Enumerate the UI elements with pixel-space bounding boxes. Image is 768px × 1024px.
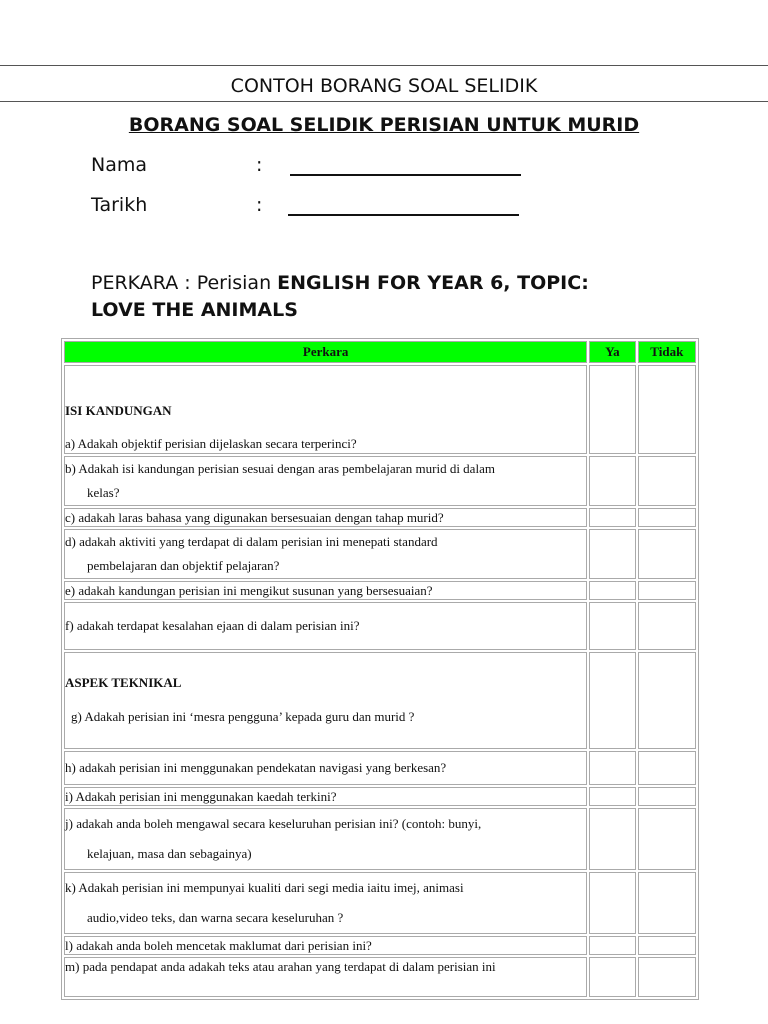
perkara-heading (91, 272, 589, 294)
question-m: m) pada pendapat anda adakah teks atau arahan yang terdapat di dalam perisian ini (64, 957, 587, 997)
tidak-checkbox-i[interactable] (638, 787, 696, 806)
question-j-cell (64, 808, 587, 870)
question-l: l) adakah anda boleh mencetak maklumat dari perisian ini? (64, 936, 587, 955)
question-k-line2: audio,video teks, dan warna secara keseluruhan ? (87, 910, 344, 925)
ya-checkbox-f[interactable] (589, 602, 635, 650)
table-row (64, 602, 696, 650)
questionnaire-table (61, 338, 699, 1000)
nama-field[interactable] (290, 174, 521, 176)
question-g: g) Adakah perisian ini ‘mesra pengguna’ kepada guru dan murid ? (71, 709, 415, 724)
table-row (64, 508, 696, 527)
ya-checkbox-e[interactable] (589, 581, 635, 600)
tidak-checkbox-g[interactable] (638, 652, 696, 749)
table-row (64, 529, 696, 579)
ya-checkbox-g[interactable] (589, 652, 635, 749)
question-b-line2: kelas? (87, 485, 120, 500)
header-tidak: Tidak (638, 341, 696, 363)
question-d-cell (64, 529, 587, 579)
ya-checkbox-j[interactable] (589, 808, 635, 870)
question-h: h) adakah perisian ini menggunakan pendekatan navigasi yang berkesan? (64, 751, 587, 785)
tidak-checkbox-b[interactable] (638, 456, 696, 506)
section-aspek-teknikal: ASPEK TEKNIKAL (65, 675, 182, 690)
ya-checkbox-c[interactable] (589, 508, 635, 527)
title-rule (0, 101, 768, 102)
table-row (64, 808, 696, 870)
ya-checkbox-b[interactable] (589, 456, 635, 506)
question-b-line1: b) Adakah isi kandungan perisian sesuai dengan aras pembelajaran murid di dalam (65, 461, 495, 476)
tidak-checkbox-k[interactable] (638, 872, 696, 934)
table-row (64, 365, 696, 454)
table-row (64, 751, 696, 785)
question-g-cell (64, 652, 587, 749)
table-row (64, 936, 696, 955)
tidak-checkbox-e[interactable] (638, 581, 696, 600)
question-e: e) adakah kandungan perisian ini mengikut susunan yang bersesuaian? (64, 581, 587, 600)
question-j-line1: j) adakah anda boleh mengawal secara keseluruhan perisian ini? (contoh: bunyi, (65, 816, 482, 831)
nama-label: Nama (91, 154, 148, 176)
table-row (64, 957, 696, 997)
section-isi-kandungan: ISI KANDUNGAN (65, 403, 172, 418)
ya-checkbox-h[interactable] (589, 751, 635, 785)
question-a-cell (64, 365, 587, 454)
tarikh-colon: : (256, 194, 263, 216)
form-title: BORANG SOAL SELIDIK PERISIAN UNTUK MURID (128, 114, 640, 136)
document-title: CONTOH BORANG SOAL SELIDIK (230, 75, 538, 97)
table-row (64, 456, 696, 506)
ya-checkbox-m[interactable] (589, 957, 635, 997)
tidak-checkbox-c[interactable] (638, 508, 696, 527)
table-row (64, 652, 696, 749)
tidak-checkbox-h[interactable] (638, 751, 696, 785)
question-c: c) adakah laras bahasa yang digunakan bersesuaian dengan tahap murid? (64, 508, 587, 527)
ya-checkbox-l[interactable] (589, 936, 635, 955)
tarikh-label: Tarikh (91, 194, 148, 216)
table-row (64, 581, 696, 600)
question-b-cell (64, 456, 587, 506)
tidak-checkbox-d[interactable] (638, 529, 696, 579)
ya-checkbox-k[interactable] (589, 872, 635, 934)
tidak-checkbox-f[interactable] (638, 602, 696, 650)
tidak-checkbox-l[interactable] (638, 936, 696, 955)
perkara-software-title: ENGLISH FOR YEAR 6, TOPIC: (277, 272, 589, 294)
perkara-prefix: PERKARA : Perisian (91, 272, 278, 294)
top-rule (0, 65, 768, 66)
nama-colon: : (256, 154, 263, 176)
tarikh-field[interactable] (288, 214, 519, 216)
question-k-cell (64, 872, 587, 934)
table-row (64, 787, 696, 806)
ya-checkbox-i[interactable] (589, 787, 635, 806)
ya-checkbox-d[interactable] (589, 529, 635, 579)
perkara-topic: LOVE THE ANIMALS (91, 299, 298, 321)
question-j-line2: kelajuan, masa dan sebagainya) (87, 846, 252, 861)
header-perkara: Perkara (64, 341, 587, 363)
tidak-checkbox-a[interactable] (638, 365, 696, 454)
question-k-line1: k) Adakah perisian ini mempunyai kualiti dari segi media iaitu imej, animasi (65, 880, 464, 895)
question-i: i) Adakah perisian ini menggunakan kaedah terkini? (64, 787, 587, 806)
question-a: a) Adakah objektif perisian dijelaskan secara terperinci? (65, 436, 357, 451)
question-f: f) adakah terdapat kesalahan ejaan di dalam perisian ini? (64, 602, 587, 650)
header-ya: Ya (589, 341, 635, 363)
table-row (64, 872, 696, 934)
tidak-checkbox-m[interactable] (638, 957, 696, 997)
question-d-line1: d) adakah aktiviti yang terdapat di dalam perisian ini menepati standard (65, 534, 438, 549)
tidak-checkbox-j[interactable] (638, 808, 696, 870)
question-d-line2: pembelajaran dan objektif pelajaran? (87, 558, 280, 573)
ya-checkbox-a[interactable] (589, 365, 635, 454)
table-header-row (64, 341, 696, 363)
